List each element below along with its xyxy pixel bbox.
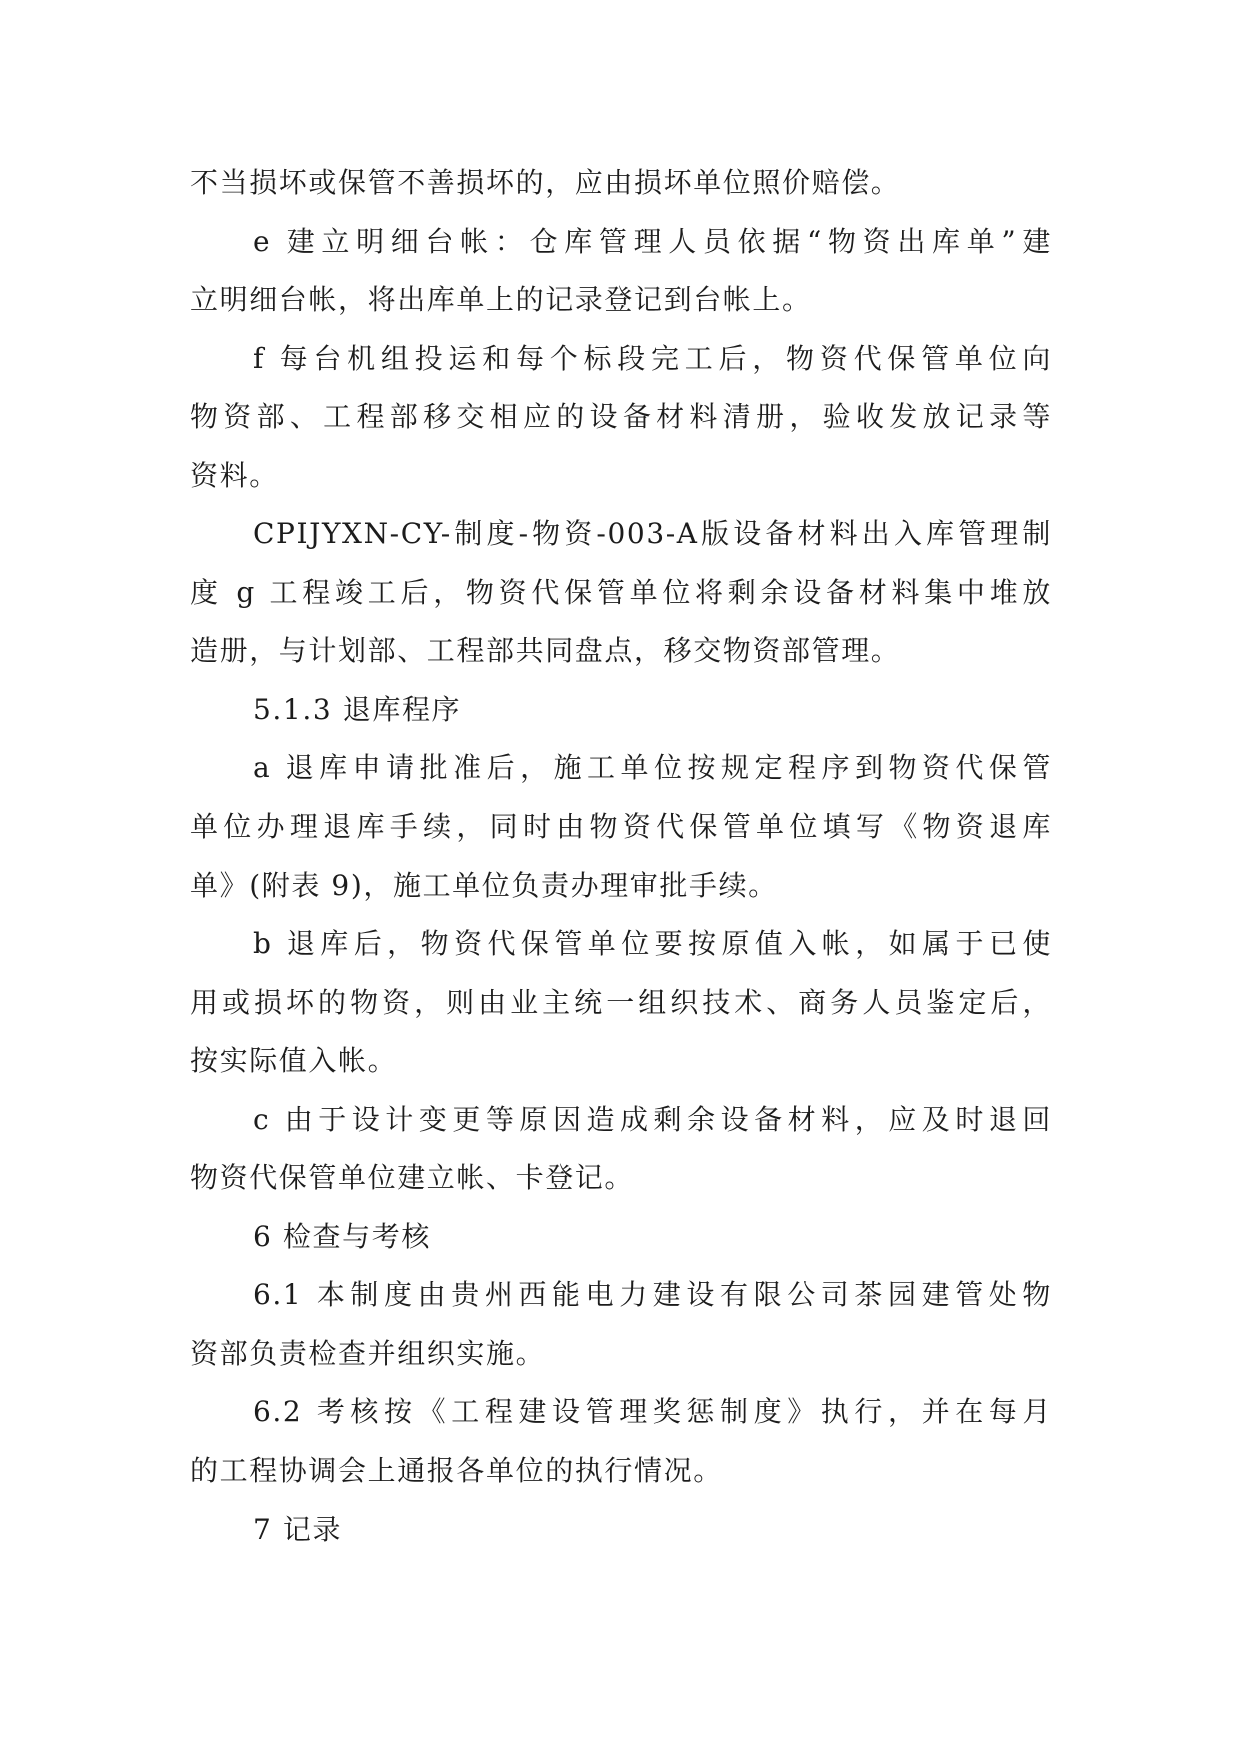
text-line: b 退库后，物资代保管单位要按原值入帐，如属于已使 (253, 927, 1052, 961)
text-line: 7 记录 (253, 1512, 343, 1546)
paragraph-item-f (190, 330, 1052, 506)
paragraph-6-2 (190, 1383, 1052, 1500)
text-line: f 每台机组投运和每个标段完工后，物资代保管单位向 (253, 341, 1052, 375)
document-body (190, 154, 1052, 1559)
paragraph-item-e (190, 213, 1052, 330)
paragraph-item-a (190, 739, 1052, 915)
paragraph-item-c (190, 1091, 1052, 1208)
text-line: 的工程协调会上通报各单位的执行情况。 (190, 1454, 723, 1488)
text-line: e 建立明细台帐：仓库管理人员依据“物资出库单”建 (253, 224, 1052, 258)
text-line: 用或损坏的物资，则由业主统一组织技术、商务人员鉴定后， (190, 985, 1052, 1019)
text-line: 造册，与计划部、工程部共同盘点，移交物资部管理。 (190, 634, 901, 668)
text-line: 资部负责检查并组织实施。 (190, 1336, 546, 1370)
text-line: 立明细台帐，将出库单上的记录登记到台帐上。 (190, 283, 812, 317)
text-line: 单位办理退库手续，同时由物资代保管单位填写《物资退库 (190, 810, 1052, 844)
section-heading-5-1-3 (190, 681, 1052, 740)
paragraph-6-1 (190, 1266, 1052, 1383)
text-line: a 退库申请批准后，施工单位按规定程序到物资代保管 (253, 751, 1052, 785)
text-line: 不当损坏或保管不善损坏的，应由损坏单位照价赔偿。 (190, 166, 901, 199)
paragraph-continued (190, 154, 1052, 213)
section-heading-6 (190, 1208, 1052, 1267)
text-line: 资料。 (190, 458, 279, 492)
text-line: 6.2 考核按《工程建设管理奖惩制度》执行，并在每月 (253, 1395, 1052, 1429)
text-line: 6.1 本制度由贵州西能电力建设有限公司茶园建管处物 (253, 1278, 1052, 1312)
paragraph-item-g (190, 505, 1052, 681)
text-line: 6 检查与考核 (253, 1219, 431, 1253)
text-line: CPIJYXN-CY-制度-物资-003-A版设备材料出入库管理制 (253, 517, 1052, 551)
text-line: 度 g 工程竣工后，物资代保管单位将剩余设备材料集中堆放 (190, 575, 1052, 609)
text-line: 5.1.3 退库程序 (253, 692, 462, 726)
text-line: c 由于设计变更等原因造成剩余设备材料，应及时退回 (253, 1102, 1052, 1136)
text-line: 物资代保管单位建立帐、卡登记。 (190, 1161, 635, 1195)
text-line: 按实际值入帐。 (190, 1044, 398, 1078)
paragraph-item-b (190, 915, 1052, 1091)
text-line: 物资部、工程部移交相应的设备材料清册，验收发放记录等 (190, 400, 1052, 434)
text-line: 单》(附表 9)，施工单位负责办理审批手续。 (190, 868, 778, 902)
section-heading-7 (190, 1501, 1052, 1560)
